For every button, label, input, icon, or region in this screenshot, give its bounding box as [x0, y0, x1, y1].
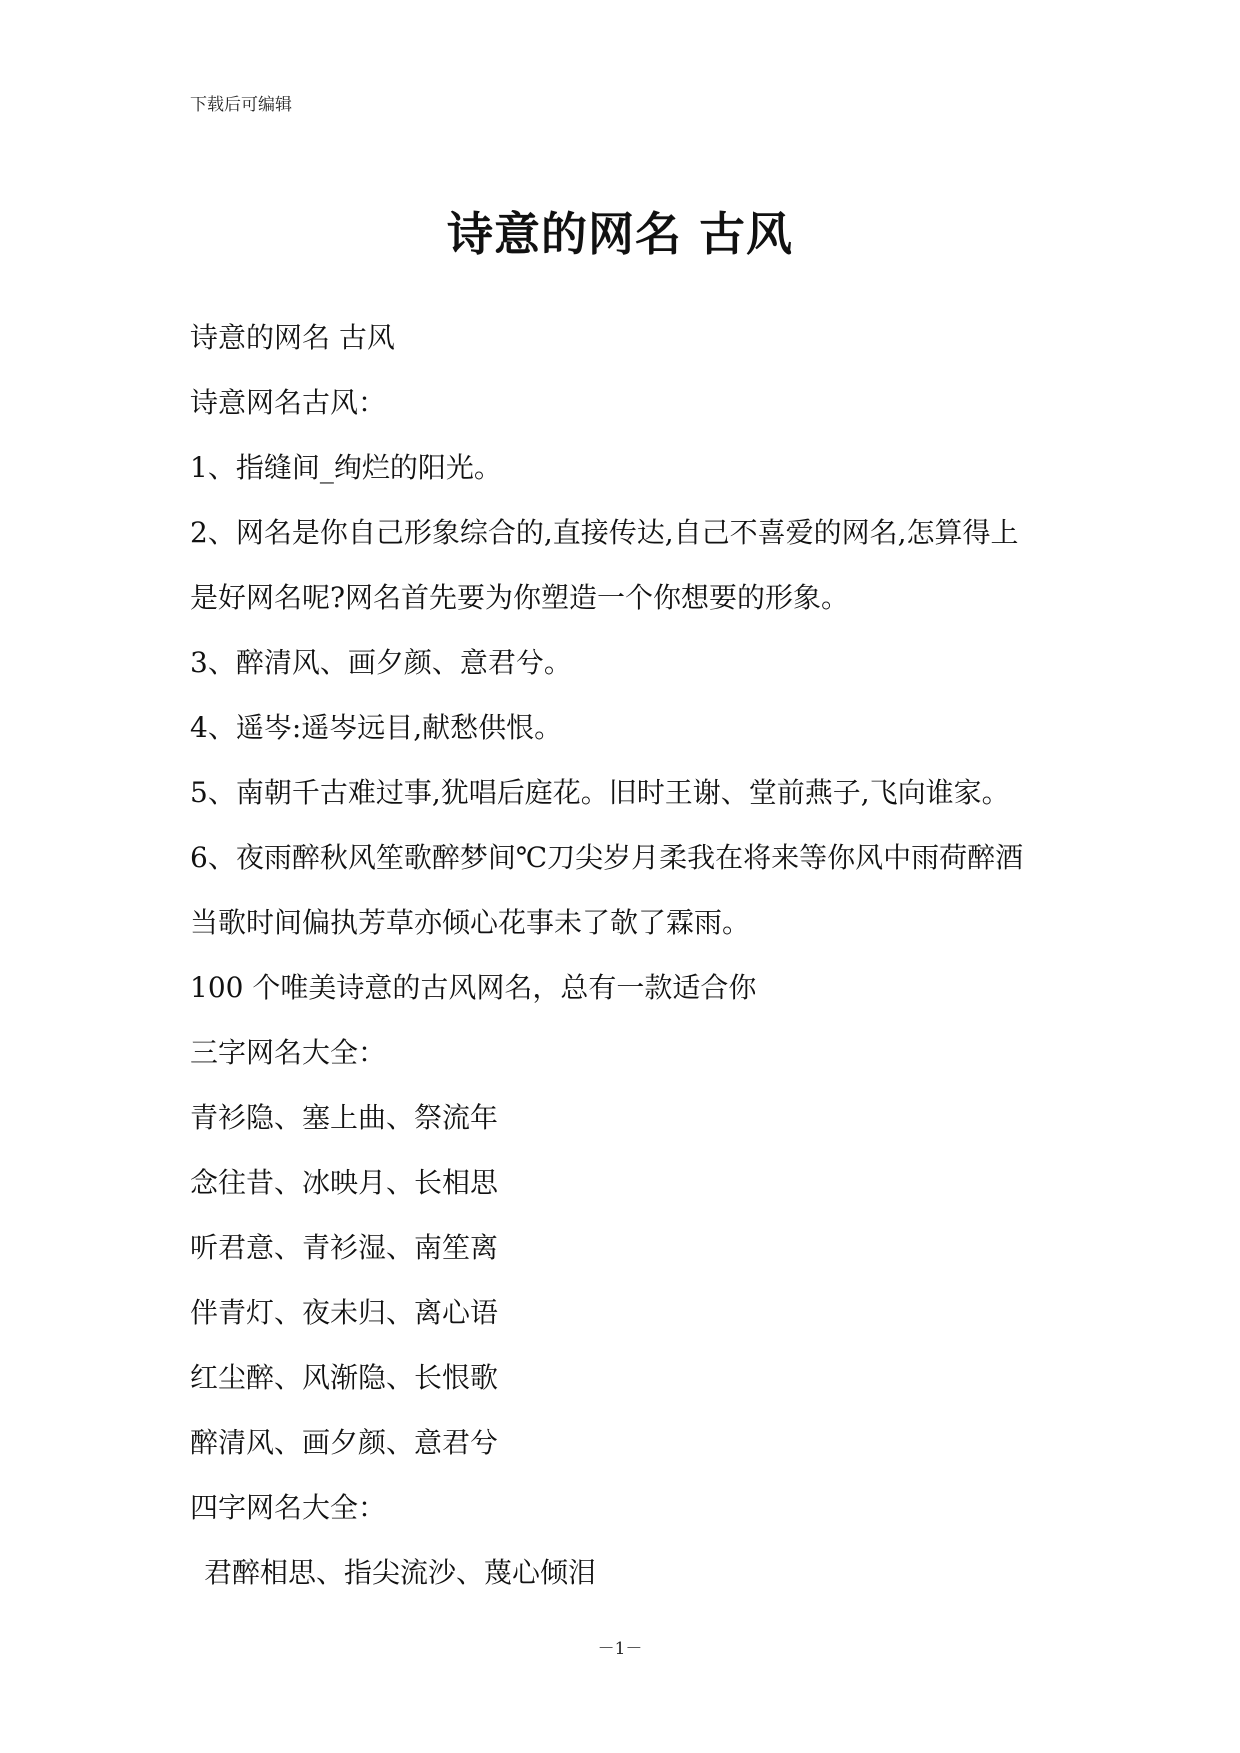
document-title: 诗意的网名 古风	[446, 207, 793, 261]
list-item: 念往昔、冰映月、长相思	[190, 1166, 499, 1199]
paragraph-line: 5、南朝千古难过事,犹唱后庭花。旧时王谢、堂前燕子,飞向谁家。	[190, 776, 1010, 809]
list-item: 红尘醉、风渐隐、长恨歌	[190, 1361, 499, 1394]
page-number: －1－	[597, 1639, 643, 1659]
list-item: 君醉相思、指尖流沙、蔑心倾泪	[204, 1556, 597, 1589]
list-item: 醉清风、画夕颜、意君兮	[190, 1426, 499, 1459]
list-item: 青衫隐、塞上曲、祭流年	[190, 1101, 499, 1134]
paragraph-line: 6、夜雨醉秋风笙歌醉梦间℃刀尖岁月柔我在将来等你风中雨荷醉酒	[190, 841, 1024, 874]
paragraph-line: 3、醉清风、画夕颜、意君兮。	[190, 646, 572, 679]
paragraph-line: 100 个唯美诗意的古风网名，总有一款适合你	[190, 971, 757, 1004]
paragraph-line: 4、遥岑:遥岑远目,献愁供恨。	[190, 711, 563, 744]
paragraph-line: 是好网名呢?网名首先要为你塑造一个你想要的形象。	[190, 581, 850, 614]
paragraph-line: 2、网名是你自己形象综合的,直接传达,自己不喜爱的网名,怎算得上	[190, 516, 1019, 549]
section-heading: 三字网名大全：	[190, 1036, 387, 1069]
list-item: 伴青灯、夜未归、离心语	[190, 1296, 499, 1329]
document-body	[190, 305, 1070, 1605]
header-note: 下载后可编辑	[190, 95, 292, 115]
section-heading: 四字网名大全：	[190, 1491, 387, 1524]
paragraph-line: 诗意网名古风：	[190, 386, 387, 419]
list-item: 听君意、青衫湿、南笙离	[190, 1231, 499, 1264]
paragraph-line: 1、指缝间_绚烂的阳光。	[190, 451, 502, 484]
paragraph-line: 当歌时间偏执芳草亦倾心花事未了欹了霖雨。	[190, 906, 751, 939]
paragraph-line: 诗意的网名 古风	[190, 321, 395, 354]
